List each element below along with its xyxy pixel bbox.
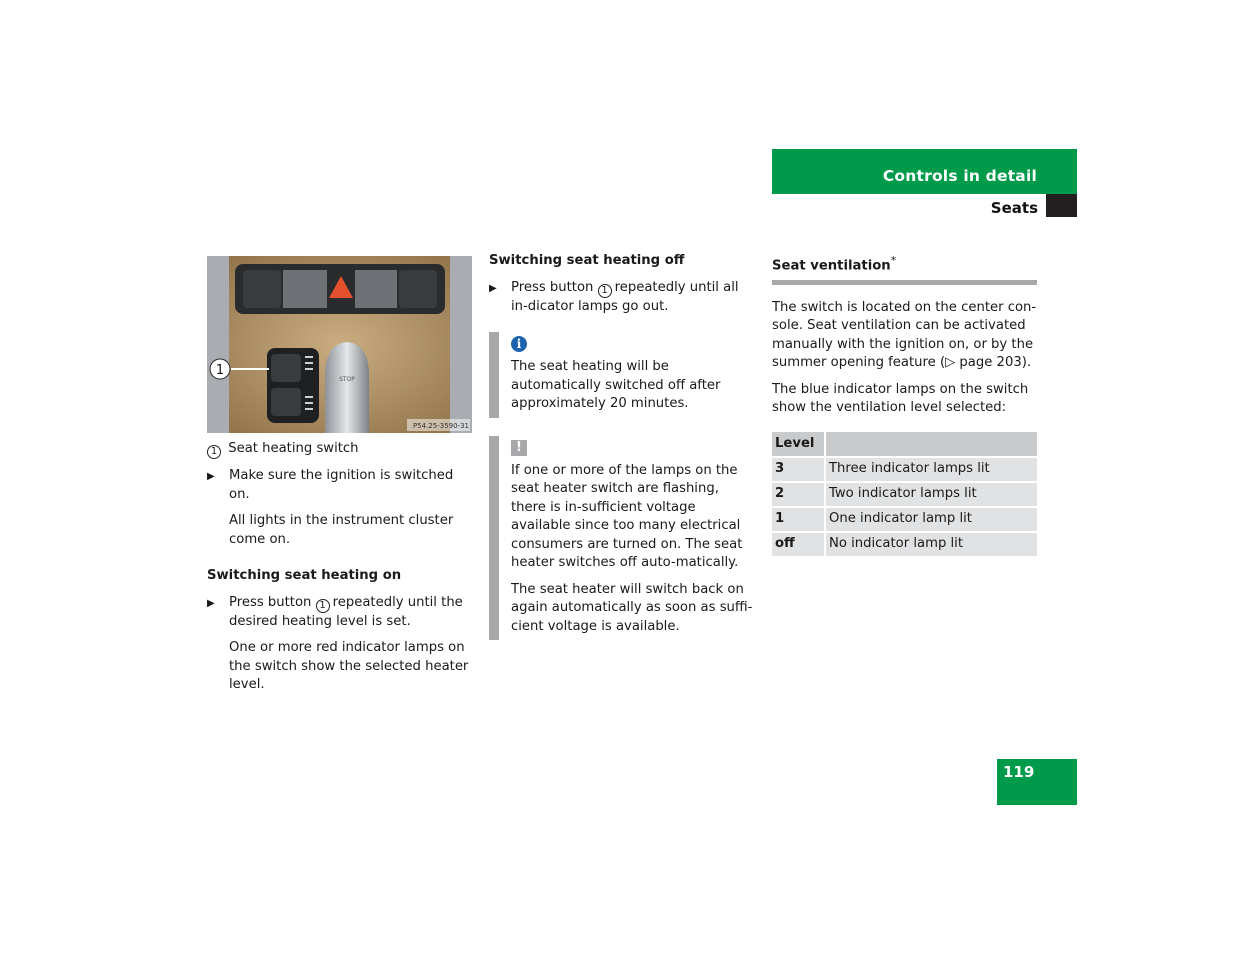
title-mark: * <box>890 254 897 267</box>
stop-label: STOP <box>339 376 355 383</box>
table-header-row <box>772 432 1037 457</box>
note-bar <box>489 436 499 641</box>
callout-number-icon: 1 <box>598 284 612 298</box>
step-press-button-off <box>489 279 757 317</box>
photo-callout: 1 <box>215 363 225 378</box>
info-note <box>489 332 757 418</box>
column-left <box>207 440 475 703</box>
page-number-box <box>997 759 1077 805</box>
warning-icon: ! <box>511 440 527 456</box>
ventilation-paragraph-2: The blue indicator lamps on the switch show the ventilation level selected: <box>772 381 1029 416</box>
table-row <box>772 482 1037 507</box>
callout-number-icon: 1 <box>207 445 221 459</box>
step-text-pre: Press button <box>511 279 594 295</box>
warning-text: If one or more of the lamps on the seat heater switch are flashing, there is in-sufficient voltage available since too many electrical consumers are turned on. The seat heater switches off auto-matically. <box>511 462 743 570</box>
ventilation-level-table <box>772 432 1037 558</box>
figure-caption <box>207 440 475 459</box>
step-text-post: repeatedly until the desired heating level is set. <box>229 594 463 629</box>
step-result: All lights in the instrument cluster come on. <box>229 513 454 547</box>
page-number: 119 <box>1003 763 1035 781</box>
header-marker-block <box>1046 194 1077 217</box>
level-cell: off <box>772 532 825 557</box>
step-result: One or more red indicator lamps on the switch show the selected heater level. <box>229 640 469 692</box>
table-row <box>772 457 1037 482</box>
heading-seat-heating-on: Switching seat heating on <box>207 568 402 583</box>
warning-note <box>489 436 757 641</box>
step-press-button <box>207 594 475 632</box>
step-arrow-icon: ▶ <box>207 471 215 482</box>
caption-text: Seat heating switch <box>228 441 359 456</box>
ventilation-paragraph-1: The switch is located on the center con-sole. Seat ventilation can be activated manually with the ignition on, or by the summer opening feature (▷ page 203). <box>772 299 1037 371</box>
step-arrow-icon: ▶ <box>207 597 215 609</box>
section-title: Controls in detail <box>882 167 1037 185</box>
description-cell: No indicator lamp lit <box>825 532 1037 557</box>
console-illustration <box>207 256 472 433</box>
table-header-cell: Level <box>772 432 825 457</box>
description-cell: One indicator lamp lit <box>825 507 1037 532</box>
column-right <box>772 252 1037 558</box>
figure-code: P54.25-3590-31 <box>412 422 469 430</box>
callout-number-icon: 1 <box>316 599 330 613</box>
table-header-cell <box>825 432 1037 457</box>
level-cell: 1 <box>772 507 825 532</box>
heading-seat-ventilation <box>772 252 1037 285</box>
table-row <box>772 507 1037 532</box>
description-cell: Two indicator lamps lit <box>825 482 1037 507</box>
column-middle <box>489 252 757 658</box>
title-text: Seat ventilation <box>772 258 891 274</box>
step-text-post: repeatedly until all in-dicator lamps go out. <box>511 279 739 314</box>
note-bar <box>489 332 499 418</box>
section-header-bar <box>772 149 1077 194</box>
step-text: Make sure the ignition is switched on. <box>229 468 454 502</box>
step-text-pre: Press button <box>229 594 312 610</box>
step-arrow-icon: ▶ <box>489 282 497 294</box>
info-text: The seat heating will be automatically switched off after approximately 20 minutes. <box>511 359 721 411</box>
subsection-title: Seats <box>990 199 1038 217</box>
seat-heating-switch-photo <box>207 256 472 433</box>
description-cell: Three indicator lamps lit <box>825 457 1037 482</box>
level-cell: 3 <box>772 457 825 482</box>
level-cell: 2 <box>772 482 825 507</box>
heading-seat-heating-off: Switching seat heating off <box>489 253 685 268</box>
info-icon: i <box>511 336 527 352</box>
step-ignition <box>207 467 475 504</box>
warning-text-2: The seat heater will switch back on again automatically as soon as suffi-cient voltage is available. <box>511 581 753 634</box>
table-row <box>772 532 1037 557</box>
